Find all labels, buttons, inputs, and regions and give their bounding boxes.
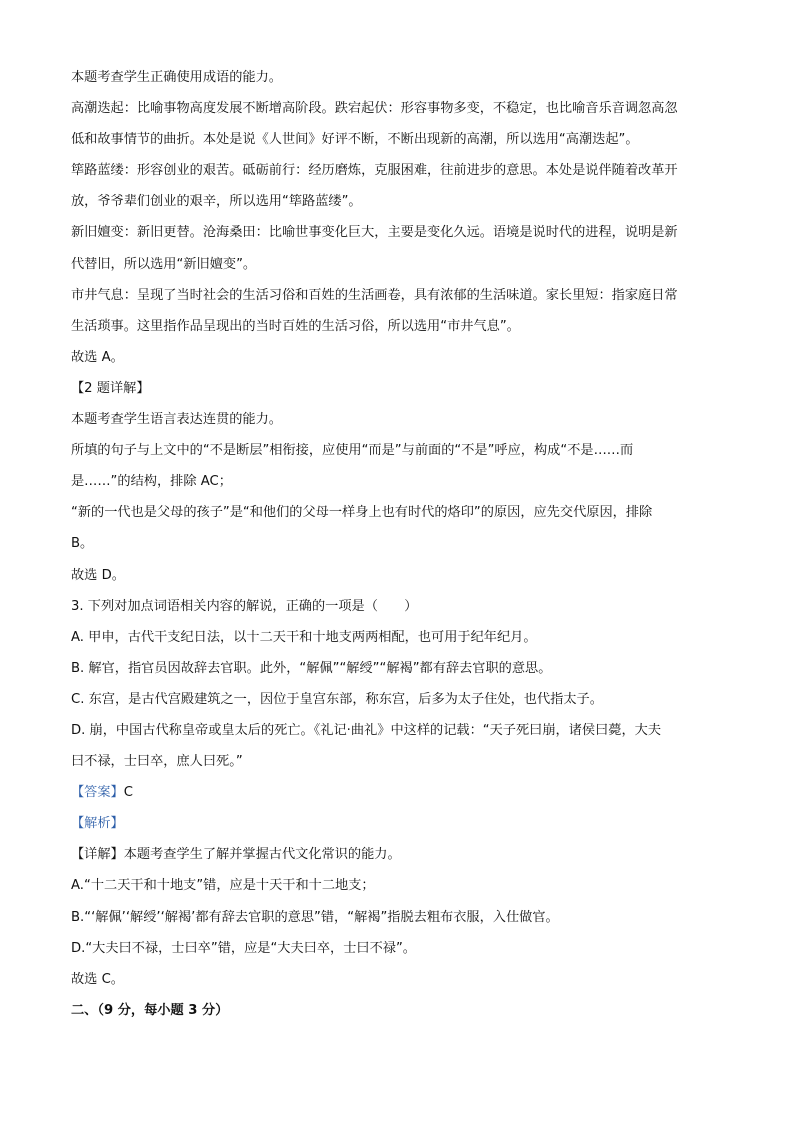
detail-label: 【详解】 bbox=[71, 847, 124, 863]
q1-explanation-line: 生活琐事。这里指作品呈现出的当时百姓的生活习俗，所以选用“市井气息”。 bbox=[71, 318, 520, 334]
q3-detail-b: B.“‘解佩’‘解绶’‘解褐’都有辞去官职的意思”错，“解褐”指脱去粗布衣服，入仕做官。 bbox=[71, 909, 559, 925]
q2-detail-heading: 【2 题详解】 bbox=[71, 380, 150, 396]
q3-conclusion: 故选 C。 bbox=[71, 971, 124, 987]
q1-explanation-line: 新旧嬗变：新旧更替。沧海桑田：比喻世事变化巨大，主要是变化久远。语境是说时代的进程，说明是新 bbox=[71, 225, 678, 241]
q1-explanation-line: 低和故事情节的曲折。本处是说《人世间》好评不断，不断出现新的高潮，所以选用“高潮迭起”。 bbox=[71, 132, 639, 148]
document-page bbox=[71, 62, 731, 1026]
q3-detail-a: A.“十二天干和十地支”错，应是十天干和十二地支； bbox=[71, 878, 375, 894]
q1-explanation-line: 市井气息：呈现了当时社会的生活习俗和百姓的生活画卷，具有浓郁的生活味道。家长里短：指家庭日常 bbox=[71, 287, 678, 303]
q3-option-d: D. 崩，中国古代称皇帝或皇太后的死亡。《礼记·曲礼》中这样的记载：“天子死曰崩，诸侯曰薨，大夫 bbox=[71, 722, 662, 738]
section-2-heading: 二、（9 分，每小题 3 分） bbox=[71, 1002, 229, 1018]
q3-option-c: C. 东宫，是古代宫殿建筑之一，因位于皇宫东部，称东宫，后多为太子住处，也代指太子。 bbox=[71, 691, 603, 707]
q1-explanation-line: 放，爷爷辈们创业的艰辛，所以选用“筚路蓝缕”。 bbox=[71, 194, 362, 210]
q2-detail-line: “新的一代也是父母的孩子”是“和他们的父母一样身上也有时代的烙印”的原因，应先交代原因，排除 bbox=[71, 505, 653, 521]
q3-option-b: B. 解官，指官员因故辞去官职。此外，“解佩”“解绶”“解褐”都有辞去官职的意思。 bbox=[71, 660, 552, 676]
q2-intro: 本题考查学生语言表达连贯的能力。 bbox=[71, 412, 282, 428]
q1-explanation-line: 高潮迭起：比喻事物高度发展不断增高阶段。跌宕起伏：形容事物多变，不稳定，也比喻音乐音调忽高忽 bbox=[71, 101, 678, 117]
analysis-label: 【解析】 bbox=[71, 816, 124, 832]
detail-text: 本题考查学生了解并掌握古代文化常识的能力。 bbox=[123, 847, 401, 863]
q3-stem: 3. 下列对加点词语相关内容的解说，正确的一项是（ ） bbox=[71, 598, 418, 614]
q1-conclusion: 故选 A。 bbox=[71, 349, 124, 365]
q1-explanation-line: 代替旧，所以选用“新旧嬗变”。 bbox=[71, 256, 257, 272]
q2-conclusion: 故选 D。 bbox=[71, 567, 125, 583]
q3-answer bbox=[71, 777, 731, 808]
q1-explanation-line: 筚路蓝缕：形容创业的艰苦。砥砺前行：经历磨炼，克服困难，往前进步的意思。本处是说伴随着改革开 bbox=[71, 163, 678, 179]
q3-option-d-continued: 曰不禄，士曰卒，庶人曰死。” bbox=[71, 754, 243, 770]
q3-detail-d: D.“大夫曰不禄，士曰卒”错，应是“大夫曰卒，士曰不禄”。 bbox=[71, 940, 416, 956]
answer-value: C bbox=[123, 785, 133, 801]
q1-intro: 本题考查学生正确使用成语的能力。 bbox=[71, 70, 282, 85]
answer-label: 【答案】 bbox=[71, 785, 124, 801]
q2-detail-line: B。 bbox=[71, 536, 94, 552]
q2-detail-line: 是……”的结构，排除 AC； bbox=[71, 474, 232, 490]
q3-analysis bbox=[71, 808, 731, 839]
q2-detail-line: 所填的句子与上文中的“不是断层”相衔接，应使用“而是”与前面的“不是”呼应，构成“不是……而 bbox=[71, 443, 634, 459]
q3-detail bbox=[71, 839, 731, 870]
q3-option-a: A. 甲申，古代干支纪日法，以十二天干和十地支两两相配，也可用于纪年纪月。 bbox=[71, 629, 537, 645]
